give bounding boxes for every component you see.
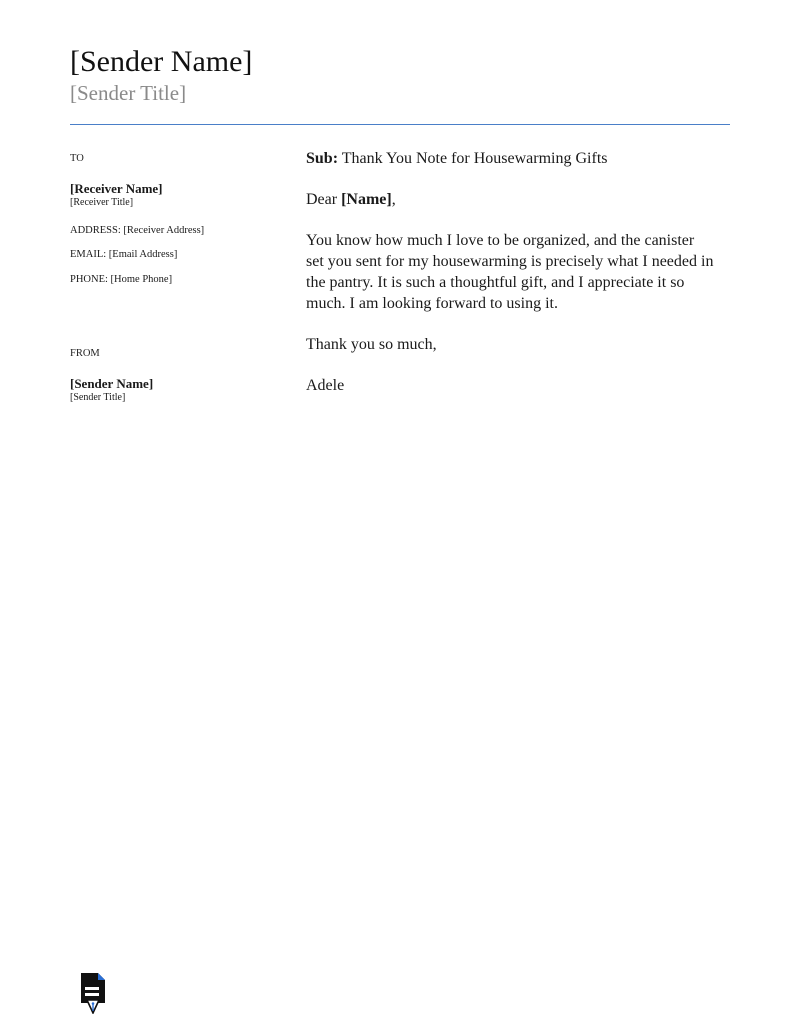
to-label: TO: [70, 153, 84, 164]
email-label: EMAIL:: [70, 249, 107, 260]
receiver-phone: [70, 273, 290, 287]
address-sidebar: [70, 152, 290, 404]
phone-value: [Home Phone]: [110, 274, 173, 285]
email-value: [Email Address]: [108, 249, 178, 260]
address-label: ADDRESS:: [70, 225, 121, 236]
letter-body: [306, 148, 734, 396]
address-value: [Receiver Address]: [123, 225, 205, 236]
body-line: the pantry. It is such a thoughtful gift, and I appreciate it so: [306, 274, 685, 291]
from-sender-title: [Sender Title]: [70, 392, 126, 403]
from-sender-name: [Sender Name]: [70, 376, 154, 391]
salutation: [306, 189, 734, 210]
from-label: FROM: [70, 348, 100, 359]
receiver-email: [70, 248, 290, 262]
subject-text: Thank You Note for Housewarming Gifts: [341, 150, 608, 167]
phone-label: PHONE:: [70, 274, 108, 285]
letterhead-sender-title: [Sender Title]: [70, 81, 187, 105]
signature: Adele: [306, 377, 345, 394]
closing: Thank you so much,: [306, 336, 437, 353]
letterhead-sender-name: [Sender Name]: [70, 45, 253, 78]
salutation-prefix: Dear: [306, 191, 338, 208]
subject-label: Sub:: [306, 150, 339, 167]
salutation-suffix: ,: [391, 191, 396, 208]
letterhead: [70, 44, 252, 106]
body-line: set you sent for my housewarming is precisely what I needed in: [306, 253, 714, 270]
header-divider: [70, 124, 730, 125]
receiver-name: [Receiver Name]: [70, 181, 163, 196]
salutation-name: [Name]: [341, 191, 392, 208]
receiver-address: [70, 224, 290, 238]
body-paragraph: [306, 230, 734, 314]
receiver-title: [Receiver Title]: [70, 197, 134, 208]
body-line: You know how much I love to be organized, and the canister: [306, 232, 695, 249]
body-line: much. I am looking forward to using it.: [306, 295, 558, 312]
fountain-pen-document-icon: [80, 970, 108, 1014]
subject-line: [306, 148, 734, 169]
